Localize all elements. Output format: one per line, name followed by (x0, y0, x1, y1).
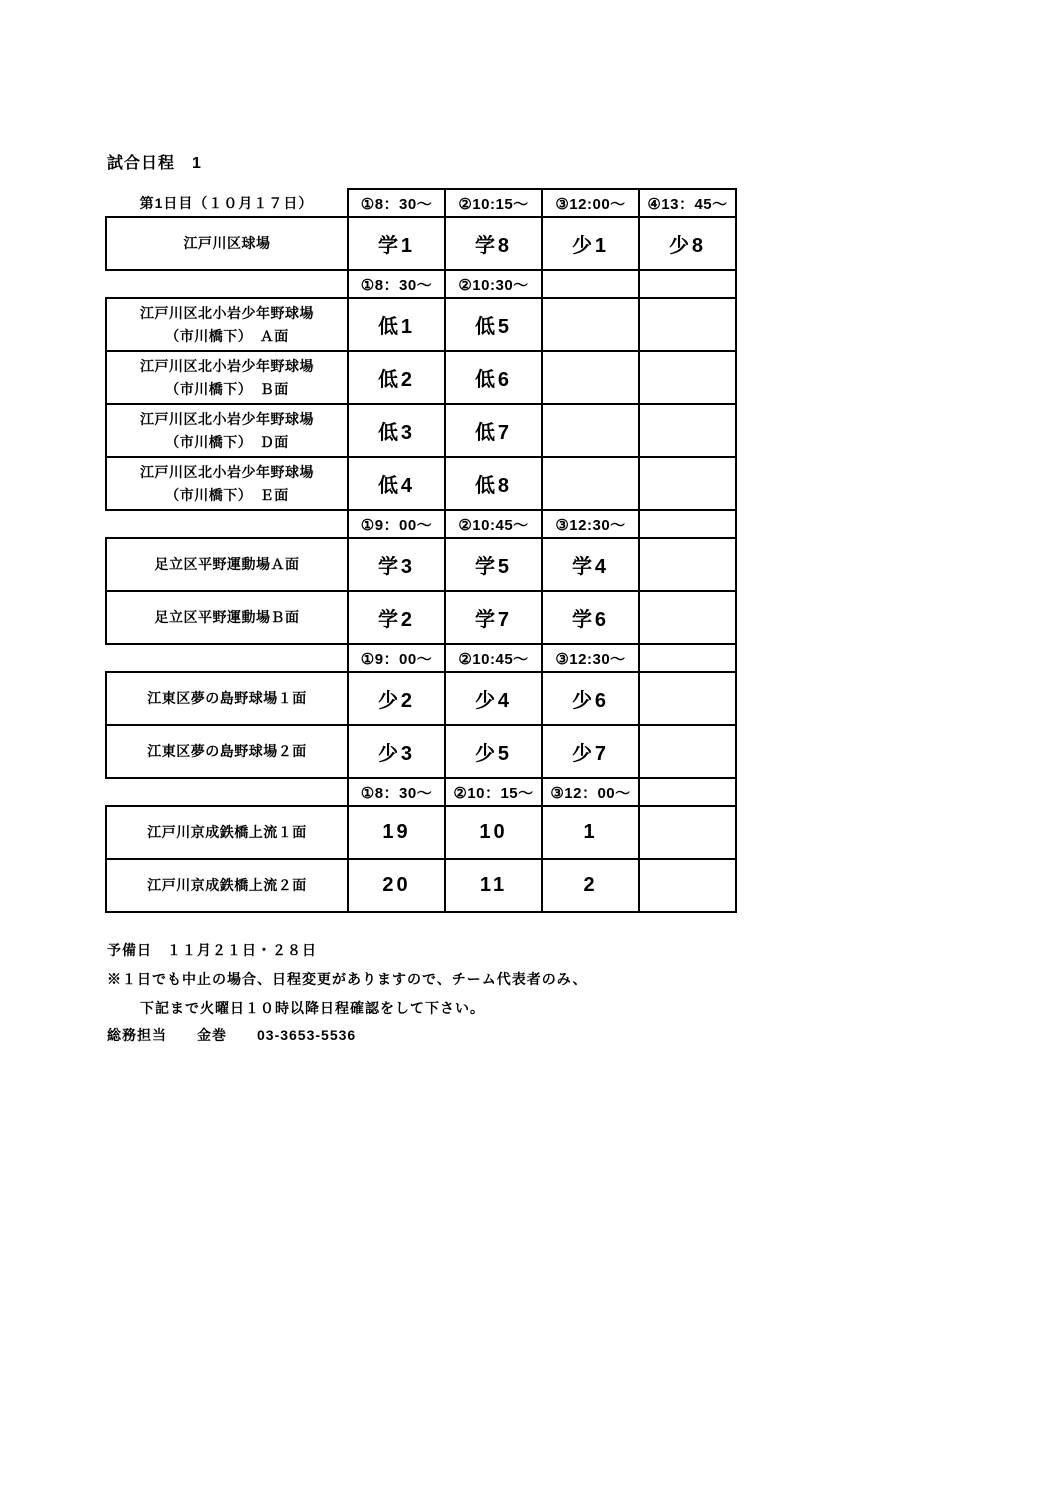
page-title: 試合日程 1 (107, 155, 202, 172)
venue-name-line2: （市川橋下） Ｄ面 (165, 433, 289, 450)
time-slot-cell: ②10:45～ (445, 510, 542, 538)
match-code-cell: 低7 (445, 404, 542, 457)
venue-cell (106, 404, 348, 457)
time-slot-cell: ①8：30～ (348, 189, 445, 217)
match-code-cell: 学3 (348, 538, 445, 591)
venue-row (106, 859, 736, 912)
contact-info: 総務担当 金巻 03-3653-5536 (107, 1027, 357, 1043)
match-code-cell: 低3 (348, 404, 445, 457)
time-slot-cell: ①8：30～ (348, 270, 445, 298)
time-slot-cell: ②10:15～ (445, 189, 542, 217)
cancellation-note-line2: 下記まで火曜日１０時以降日程確認をして下さい。 (140, 1000, 485, 1016)
time-slot-cell: ①9：00～ (348, 644, 445, 672)
time-slot-cell: ③12:30～ (542, 644, 639, 672)
venue-name-line1: 江戸川京成鉄橋上流１面 (147, 824, 307, 841)
venue-row (106, 457, 736, 510)
match-code-cell: 学8 (445, 217, 542, 270)
venue-row (106, 672, 736, 725)
venue-cell (106, 672, 348, 725)
time-slot-cell (639, 778, 736, 806)
reserve-days-note: 予備日 １１月２１日・２８日 (107, 942, 317, 958)
match-code-cell: 11 (445, 859, 542, 912)
match-code-cell: 少2 (348, 672, 445, 725)
venue-row (106, 351, 736, 404)
match-code-cell (639, 538, 736, 591)
venue-cell (106, 217, 348, 270)
spacer-cell (106, 778, 348, 806)
venue-row (106, 217, 736, 270)
match-code-cell: 少4 (445, 672, 542, 725)
match-code-cell: 低1 (348, 298, 445, 351)
venue-name-line1: 足立区平野運動場Ａ面 (154, 556, 300, 573)
match-code-cell: 19 (348, 806, 445, 859)
time-slot-cell: ③12：00～ (542, 778, 639, 806)
venue-cell (106, 351, 348, 404)
match-code-cell: 少5 (445, 725, 542, 778)
match-code-cell: 2 (542, 859, 639, 912)
time-slot-cell (639, 510, 736, 538)
match-code-cell (639, 725, 736, 778)
time-header-row (106, 270, 736, 298)
venue-cell (106, 859, 348, 912)
match-code-cell: 少7 (542, 725, 639, 778)
venue-name-line1: 江戸川区北小岩少年野球場 (140, 464, 314, 481)
venue-row (106, 806, 736, 859)
time-slot-cell: ④13：45～ (639, 189, 736, 217)
venue-cell (106, 457, 348, 510)
match-code-cell (639, 298, 736, 351)
venue-cell (106, 725, 348, 778)
venue-cell (106, 806, 348, 859)
match-code-cell: 学2 (348, 591, 445, 644)
cancellation-note-line1: ※１日でも中止の場合、日程変更がありますので、チーム代表者のみ、 (107, 971, 588, 987)
venue-name-line1: 江戸川区北小岩少年野球場 (140, 305, 314, 322)
match-code-cell: 低5 (445, 298, 542, 351)
spacer-cell (106, 270, 348, 298)
venue-name-line1: 江戸川区北小岩少年野球場 (140, 358, 314, 375)
venue-row (106, 538, 736, 591)
venue-name-line2: （市川橋下） Ａ面 (165, 327, 289, 344)
time-slot-cell: ③12:00～ (542, 189, 639, 217)
match-code-cell: 低6 (445, 351, 542, 404)
match-code-cell: 低2 (348, 351, 445, 404)
venue-name-line1: 江戸川区球場 (183, 235, 271, 252)
time-slot-cell: ①9：00～ (348, 510, 445, 538)
venue-cell (106, 538, 348, 591)
venue-name-line1: 江戸川京成鉄橋上流２面 (147, 877, 307, 894)
match-code-cell: 10 (445, 806, 542, 859)
match-code-cell: 学1 (348, 217, 445, 270)
day-header: 第1日目（１０月１７日） (139, 194, 314, 211)
venue-cell (106, 298, 348, 351)
time-header-row (106, 778, 736, 806)
match-code-cell: 低4 (348, 457, 445, 510)
venue-name-line1: 江東区夢の島野球場２面 (147, 743, 307, 760)
venue-row (106, 725, 736, 778)
match-code-cell (639, 859, 736, 912)
match-code-cell: 学6 (542, 591, 639, 644)
match-code-cell (639, 351, 736, 404)
time-slot-cell: ②10：15～ (445, 778, 542, 806)
time-header-row (106, 510, 736, 538)
match-code-cell: 少1 (542, 217, 639, 270)
time-slot-cell (639, 644, 736, 672)
match-code-cell (639, 806, 736, 859)
time-header-row (106, 189, 736, 217)
match-code-cell (639, 672, 736, 725)
match-code-cell: 少3 (348, 725, 445, 778)
time-header-row (106, 644, 736, 672)
match-code-cell: 学4 (542, 538, 639, 591)
match-code-cell (542, 404, 639, 457)
match-code-cell: 少6 (542, 672, 639, 725)
time-slot-cell: ②10:30～ (445, 270, 542, 298)
venue-row (106, 591, 736, 644)
venue-name-line2: （市川橋下） Ｂ面 (165, 380, 289, 397)
venue-name-line1: 足立区平野運動場Ｂ面 (154, 609, 300, 626)
time-slot-cell (639, 270, 736, 298)
venue-name-line1: 江戸川区北小岩少年野球場 (140, 411, 314, 428)
match-code-cell: 少8 (639, 217, 736, 270)
time-slot-cell: ①8：30～ (348, 778, 445, 806)
match-code-cell (639, 457, 736, 510)
venue-name-line2: （市川橋下） Ｅ面 (165, 486, 289, 503)
time-slot-cell (542, 270, 639, 298)
spacer-cell (106, 510, 348, 538)
venue-row (106, 298, 736, 351)
spacer-cell (106, 644, 348, 672)
match-code-cell: 学5 (445, 538, 542, 591)
venue-row (106, 404, 736, 457)
match-code-cell (542, 298, 639, 351)
venue-cell (106, 591, 348, 644)
match-code-cell (639, 404, 736, 457)
time-slot-cell: ②10:45～ (445, 644, 542, 672)
match-schedule-table (105, 188, 737, 913)
match-code-cell (639, 591, 736, 644)
match-code-cell (542, 457, 639, 510)
time-slot-cell: ③12:30～ (542, 510, 639, 538)
match-code-cell: 1 (542, 806, 639, 859)
match-code-cell: 20 (348, 859, 445, 912)
match-code-cell: 学7 (445, 591, 542, 644)
match-code-cell: 低8 (445, 457, 542, 510)
match-code-cell (542, 351, 639, 404)
venue-name-line1: 江東区夢の島野球場１面 (147, 690, 307, 707)
